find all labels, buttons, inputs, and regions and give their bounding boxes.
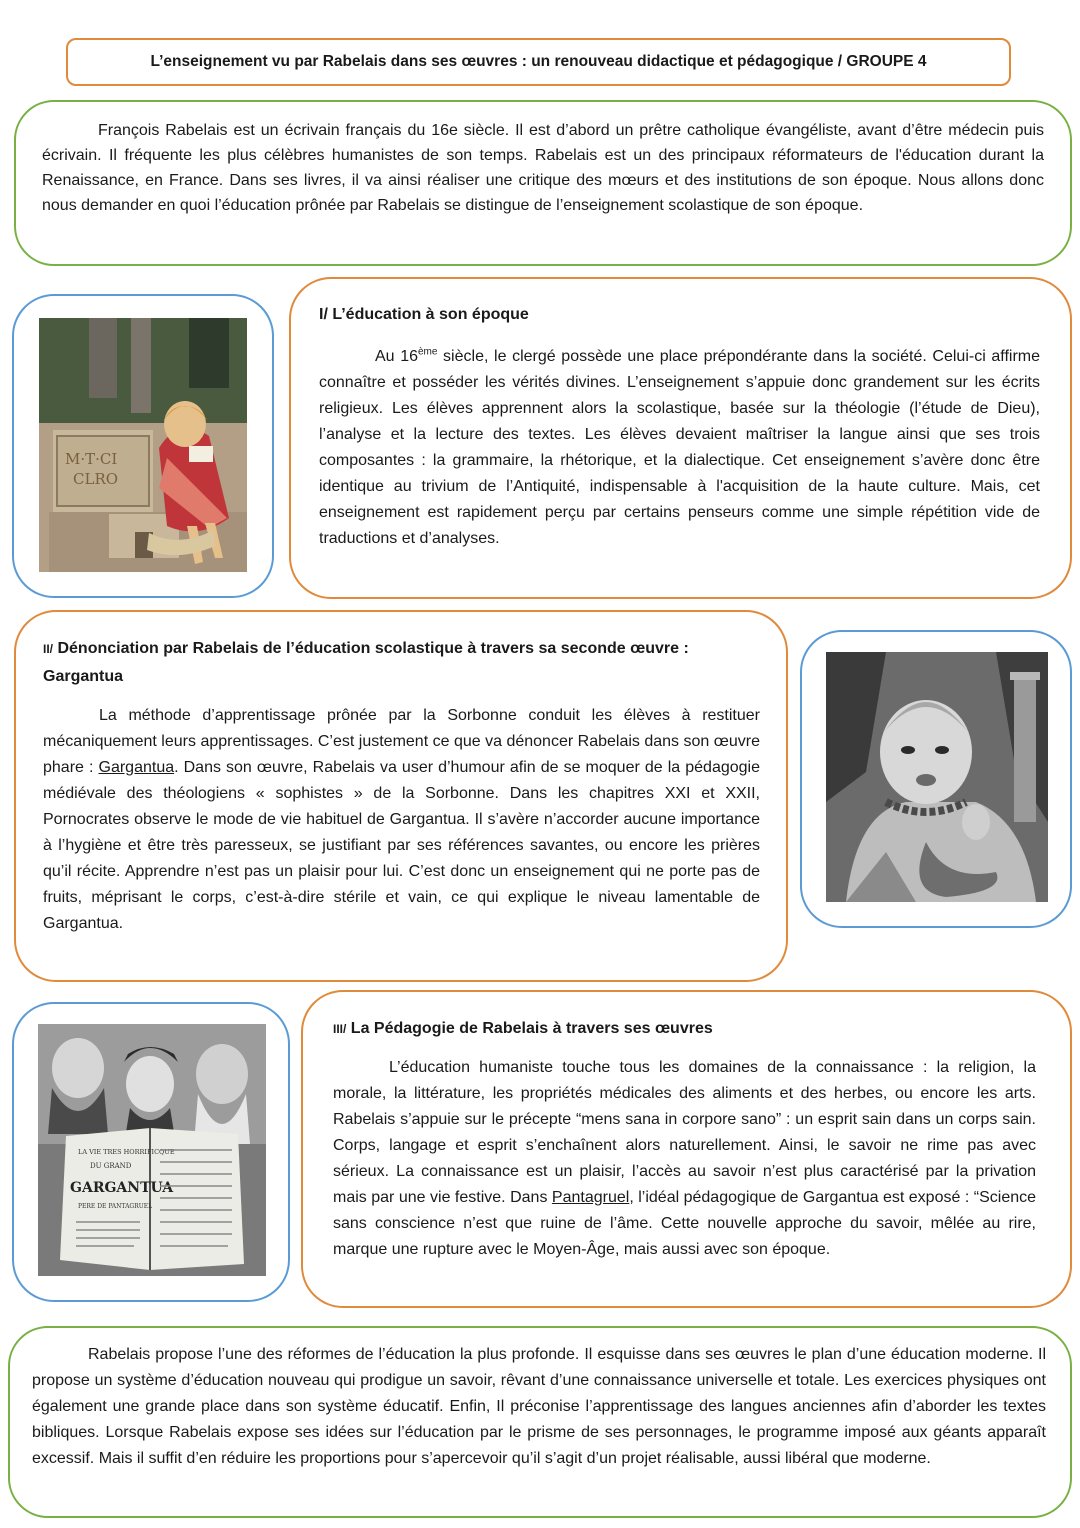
conclusion-text: Rabelais propose l’une des réformes de l’éducation la plus profonde. Il esquisse dans ses œuvres le plan d’une éducation moderne. Il propose un système d’éducation nouveau qui prodigue un savoir, rêvant d’une connaissance universelle et totale. Les exercices physiques ont également une grande place dans son système éducatif. Enfin, Il préconise l’apprentissage des langues anciennes afin d’aborder les textes bibliques. Lorsque Rabelais expose ses idées sur l’éducation par le prisme de ses personnages, le programme imposé aux géants apparaît excessif. Mais il suffit d’en réduire les proportions pour s’apercevoir qu’il s’agit d’un projet réalisable, aussi libéral que moderne. [32,1346,1046,1467]
title-box [66,38,1011,86]
section3-text-after: , l’idéal pédagogique de Gargantua est exposé : “Science sans conscience n’est que ruine de l’âme. Cette nouvelle approche du savoir, mêlée au rire, marque une rupture avec le Moyen-Âge, mais aussi avec son époque. [333,1189,1037,1258]
section1-text-rest: siècle, le clergé possède une place prépondérante dans la société. Celui-ci affirme connaître et posséder les vérités divines. L’enseignement s’appuie donc grandement sur les écrits religieux. Les élèves apprennent alors la scolastique, basée sur la théologie (l’étude de Dieu), l’analyse et la lecture des textes. Les élèves devaient maîtriser la langue ainsi que ses trois composantes : la grammaire, la rhétorique, et la dialectique. Cet enseignement s’avère donc être identique au trivium de l’Antiquité, indispensable à l'acquisition de la haute culture. Mais, cet enseignement est rapidement perçu par certains penseurs comme une simple répétition vide de traductions et d’analyses. [319,348,1040,547]
boy-reading-painting [39,318,247,572]
section1-text-start: Au 16 [375,348,418,365]
gargantua-title: Gargantua [98,759,175,776]
section3-heading-text: La Pédagogie de Rabelais à travers ses œuvres [346,1020,713,1037]
pantagruel-title: Pantagruel [551,1189,630,1206]
section3-heading [333,1015,1036,1043]
inscription-line-2: CLRO [73,470,119,488]
section3-text [333,1055,1036,1263]
gargantua-engraving [826,652,1048,902]
section3-heading-number: III/ [333,1022,347,1036]
engraving-line-1: LA VIE TRES HORRIFICQUE [78,1148,175,1156]
intro-text: François Rabelais est un écrivain français du 16e siècle. Il est d’abord un prêtre catholique évangéliste, avant d’être médecin puis écrivain. Il fréquente les plus célèbres humanistes de son temps. Rabelais est un des principaux réformateurs de l'éducation durant la Renaissance, en France. Dans ses livres, il va ainsi réaliser une critique des mœurs et des institutions de son époque. Nous allons donc nous demander en quoi l’éducation prônée par Rabelais se distingue de l’enseignement scolastique de son époque. [42,122,1044,214]
section2-box [14,610,788,982]
section2-text-after: . Dans son œuvre, Rabelais va user d’humour afin de se moquer de la pédagogie médiévale des théologiens « sophistes » de la Sorbonne. Dans les chapitres XXI et XXII, Pornocrates observe le mode de vie habituel de Gargantua. Il s’avère n’accorder aucune importance à l’hygiène et être très paresseux, se justifiant par ses références savantes, ou encore les prières qu’il récite. Apprendre n’est pas un plaisir pour lui. C’est donc un enseignement qui ne porte pas de fruits, méprisant le corps, c’est-à-dire stérile et vain, ce qui explique le niveau lamentable de Gargantua. [43,759,760,932]
section2-heading-text: Dénonciation par Rabelais de l’éducation scolastique à travers sa seconde œuvre : Gargantua [43,640,689,685]
section2-heading [43,635,760,690]
engraving-line-4: PERE DE PANTAGRUEL [78,1203,153,1210]
conclusion-box [8,1326,1072,1518]
section1-heading: I/ L’éducation à son époque [319,306,529,323]
page-title: L’enseignement vu par Rabelais dans ses œuvres : un renouveau didactique et pédagogique / GROUPE 4 [150,53,927,70]
engraving-line-2: DU GRAND [90,1162,132,1170]
section2-text-before: La méthode d’apprentissage prônée par la Sorbonne conduit les élèves à restituer mécaniquement leurs apprentissages. C’est justement ce que va dénoncer Rabelais dans son œuvre phare : [43,707,760,776]
section2-text [43,703,760,937]
section1-box [289,277,1072,599]
section1-text [319,344,1040,552]
section3-text-before: L’éducation humaniste touche tous les domaines de la connaissance : la religion, la morale, la littérature, les propriétés médicales des aliments et des herbes, ou encore les arts. Rabelais s’appuie sur le précepte “mens sana in corpore sano” : un esprit sain dans un corps sain. Corps, langage et esprit s’enchaînent alors naturellement. Ainsi, le savoir ne rime pas avec sérieux. La connaissance est un plaisir, l’accès au savoir n’est plus caractérisé par la privation mais par une vie festive. Dans [333,1059,1036,1206]
section1-superscript: ème [417,346,438,358]
section2-heading-number: II/ [43,642,54,656]
inscription-line-1: M·T·CI [65,450,118,468]
engraving-line-3: GARGANTUA [70,1180,174,1196]
intro-box [14,100,1072,266]
section3-box [301,990,1072,1308]
gargantua-book-engraving [38,1024,266,1276]
